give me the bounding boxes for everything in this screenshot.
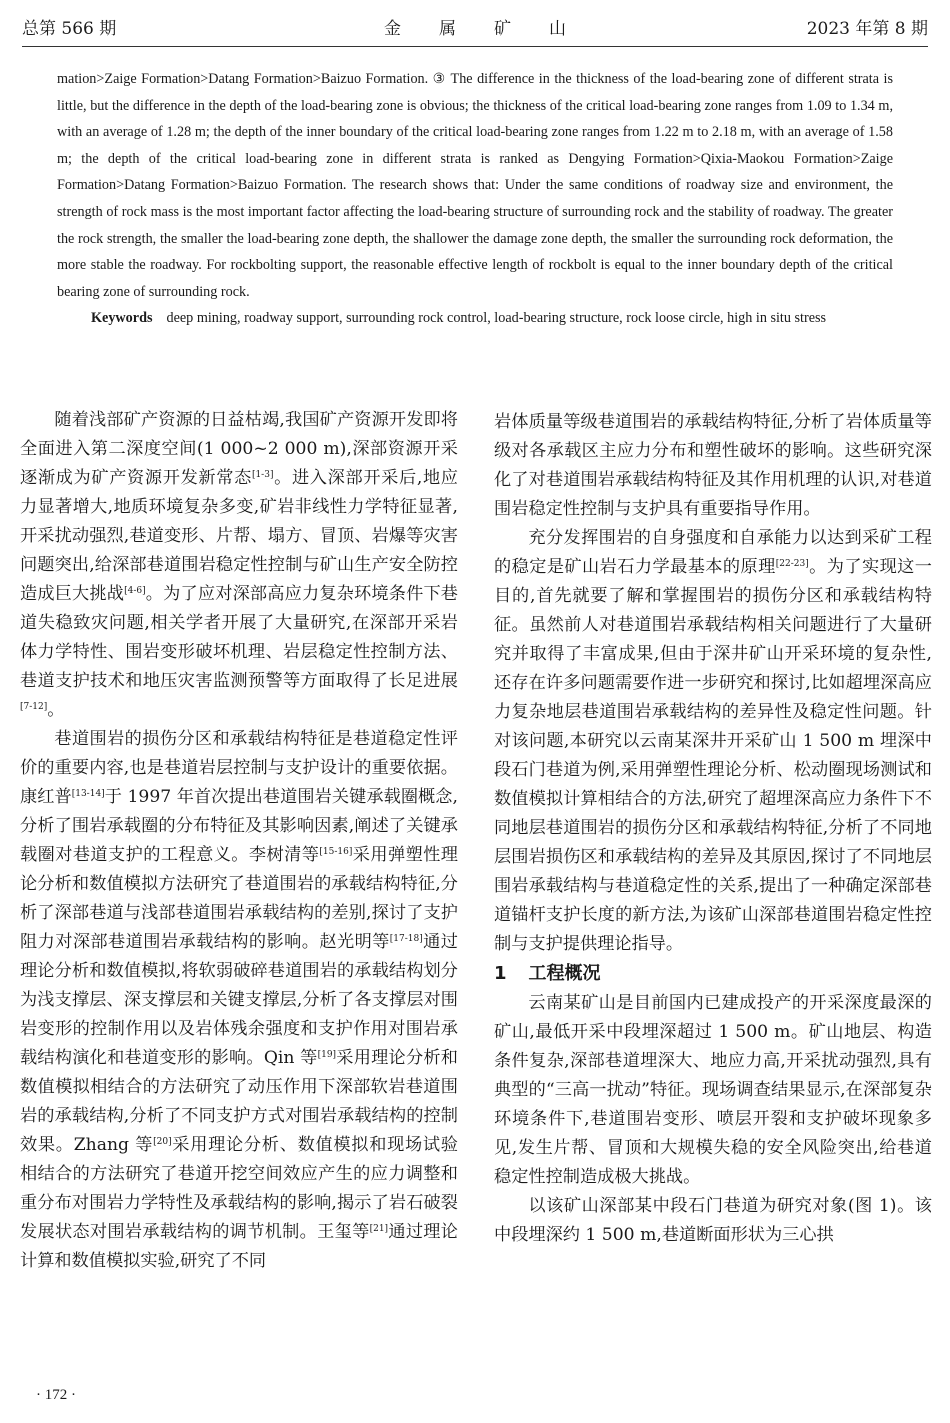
paragraph-1: 随着浅部矿产资源的日益枯竭,我国矿产资源开发即将全面进入第二深度空间(1 000~2 000 m),深部资源开采逐渐成为矿产资源开发新常态[1-3]。进入深部开采后,地应力显著增大,地质环境复杂多变,矿岩非线性力学特征显著,开采扰动强烈,巷道变形、片帮、塌方、冒顶、岩爆等灾害问题突出,给深部巷道围岩稳定性控制与矿山生产安全防控造成巨大挑战[4-6]。为了应对深部高应力复杂环境条件下巷道失稳致灾问题,相关学者开展了大量研究,在深部开采岩体力学特性、围岩变形破坏机理、岩层稳定性控制方法、巷道支护技术和地压灾害监测预警等方面取得了长足进展[7-12]。 <box>20 410 458 720</box>
keywords <box>57 305 893 332</box>
issue-number: 2023 年第 8 期 <box>806 19 928 39</box>
citation[interactable]: [13-14] <box>71 789 105 799</box>
running-header <box>22 16 928 47</box>
paragraph-6: 以该矿山深部某中段石门巷道为研究对象(图 1)。该中段埋深约 1 500 m,巷道断面形状为三心拱 <box>494 1196 932 1245</box>
abstract-text: mation>Zaige Formation>Datang Formation>Baizuo Formation. ③ The difference in the thickness of the load-bearing zone of different strata is little, but the difference in the depth of the load-bearing zone is obvious; the thickness of the critical load-bearing zone ranges from 1.09 to 1.34 m, with an average of 1.28 m; the depth of the inner boundary of the critical load-bearing zone ranges from 1.22 m to 2.18 m, with an average of 1.58 m; the depth of the critical load-bearing zone in different strata is ranked as Dengying Formation>Qixia-Maokou Formation>Zaige Formation>Datang Formation>Baizuo Formation. The research shows that: Under the same conditions of roadway size and environment, the strength of rock mass is the most important factor affecting the load-bearing structure of surrounding rock and the stability of roadway. The greater the rock strength, the smaller the load-bearing zone depth, the shallower the damage zone depth, the smaller the surrounding rock deformation, the more stable the roadway. For rockbolting support, the reasonable effective length of rockbolt is equal to the inner boundary depth of the critical bearing zone of surrounding rock. <box>57 71 893 300</box>
citation[interactable]: [19] <box>317 1050 337 1060</box>
citation[interactable]: [22-23] <box>775 559 809 569</box>
english-abstract <box>57 66 893 332</box>
issue-total: 总第 566 期 <box>22 19 117 39</box>
citation[interactable]: [1-3] <box>251 470 274 480</box>
keywords-list: deep mining, roadway support, surrounding rock control, load-bearing structure, rock loose circle, high in situ stress <box>166 310 827 327</box>
left-column <box>20 406 458 1276</box>
paragraph-5: 云南某矿山是目前国内已建成投产的开采深度最深的矿山,最低开采中段埋深超过 1 500 m。矿山地层、构造条件复杂,深部巷道埋深大、地应力高,开采扰动强烈,具有典型的“三高一扰动”特征。现场调查结果显示,在深部复杂环境条件下,巷道围岩变形、喷层开裂和支护破坏现象多见,发生片帮、冒顶和大规模失稳的安全风险突出,给巷道稳定性控制造成极大挑战。 <box>494 993 932 1187</box>
keywords-label: Keywords <box>91 310 153 327</box>
right-column <box>494 408 932 1250</box>
citation[interactable]: [4-6] <box>124 586 146 596</box>
section-heading <box>494 959 932 989</box>
citation[interactable]: [17-18] <box>389 934 423 944</box>
page-number: · 172 · <box>36 1387 76 1403</box>
journal-title: 金属矿山 <box>384 19 604 39</box>
citation[interactable]: [20] <box>153 1137 172 1147</box>
citation[interactable]: [15-16] <box>319 847 353 857</box>
section-title: 工程概况 <box>528 963 601 984</box>
section-number: 1 <box>494 963 507 984</box>
citation[interactable]: [21] <box>369 1224 389 1234</box>
paragraph-2: 巷道围岩的损伤分区和承载结构特征是巷道稳定性评价的重要内容,也是巷道岩层控制与支护设计的重要依据。康红普[13-14]于 1997 年首次提出巷道围岩关键承载圈概念,分析了围岩承载圈的分布特征及其影响因素,阐述了关键承载圈对巷道支护的工程意义。李树清等[15-16]采用弹塑性理论分析和数值模拟方法研究了巷道围岩的承载结构特征,分析了深部巷道与浅部巷道围岩承载结构的差别,探讨了支护阻力对深部巷道围岩承载结构的影响。赵光明等[17-18]通过理论分析和数值模拟,将软弱破碎巷道围岩的承载结构划分为浅支撑层、深支撑层和关键支撑层,分析了各支撑层对围岩变形的控制作用以及岩体残余强度和支护作用对围岩承载结构演化和巷道变形的影响。Qin 等[19]采用理论分析和数值模拟相结合的方法研究了动压作用下深部软岩巷道围岩的承载结构,分析了不同支护方式对围岩承载结构的控制效果。Zhang 等[20]采用理论分析、数值模拟和现场试验相结合的方法研究了巷道开挖空间效应产生的应力调整和重分布对围岩力学特性及承载结构的影响,揭示了岩石破裂发展状态对围岩承载结构的调节机制。王玺等[21]通过理论计算和数值模拟实验,研究了不同 <box>20 729 458 1271</box>
citation[interactable]: [7-12] <box>20 702 48 712</box>
paragraph-3: 岩体质量等级巷道围岩的承载结构特征,分析了岩体质量等级对各承载区主应力分布和塑性破坏的影响。这些研究深化了对巷道围岩承载结构特征及其作用机理的认识,对巷道围岩稳定性控制与支护具有重要指导作用。 <box>494 412 932 519</box>
paragraph-4: 充分发挥围岩的自身强度和自承能力以达到采矿工程的稳定是矿山岩石力学最基本的原理[22-23]。为了实现这一目的,首先就要了解和掌握围岩的损伤分区和承载结构特征。虽然前人对巷道围岩承载结构相关问题进行了大量研究并取得了丰富成果,但由于深井矿山开采环境的复杂性,还存在许多问题需要作进一步研究和探讨,比如超埋深高应力复杂地层巷道围岩承载结构的差异性及稳定性问题。针对该问题,本研究以云南某深井开采矿山 1 500 m 埋深中段石门巷道为例,采用弹塑性理论分析、松动圈现场测试和数值模拟计算相结合的方法,研究了超埋深高应力条件下不同地层巷道围岩的损伤分区和承载结构特征,分析了不同地层围岩损伤区和承载结构的差异及其原因,探讨了不同地层围岩承载结构与巷道稳定性的关系,提出了一种确定深部巷道锚杆支护长度的新方法,为该矿山深部巷道围岩稳定性控制与支护提供理论指导。 <box>494 528 932 954</box>
